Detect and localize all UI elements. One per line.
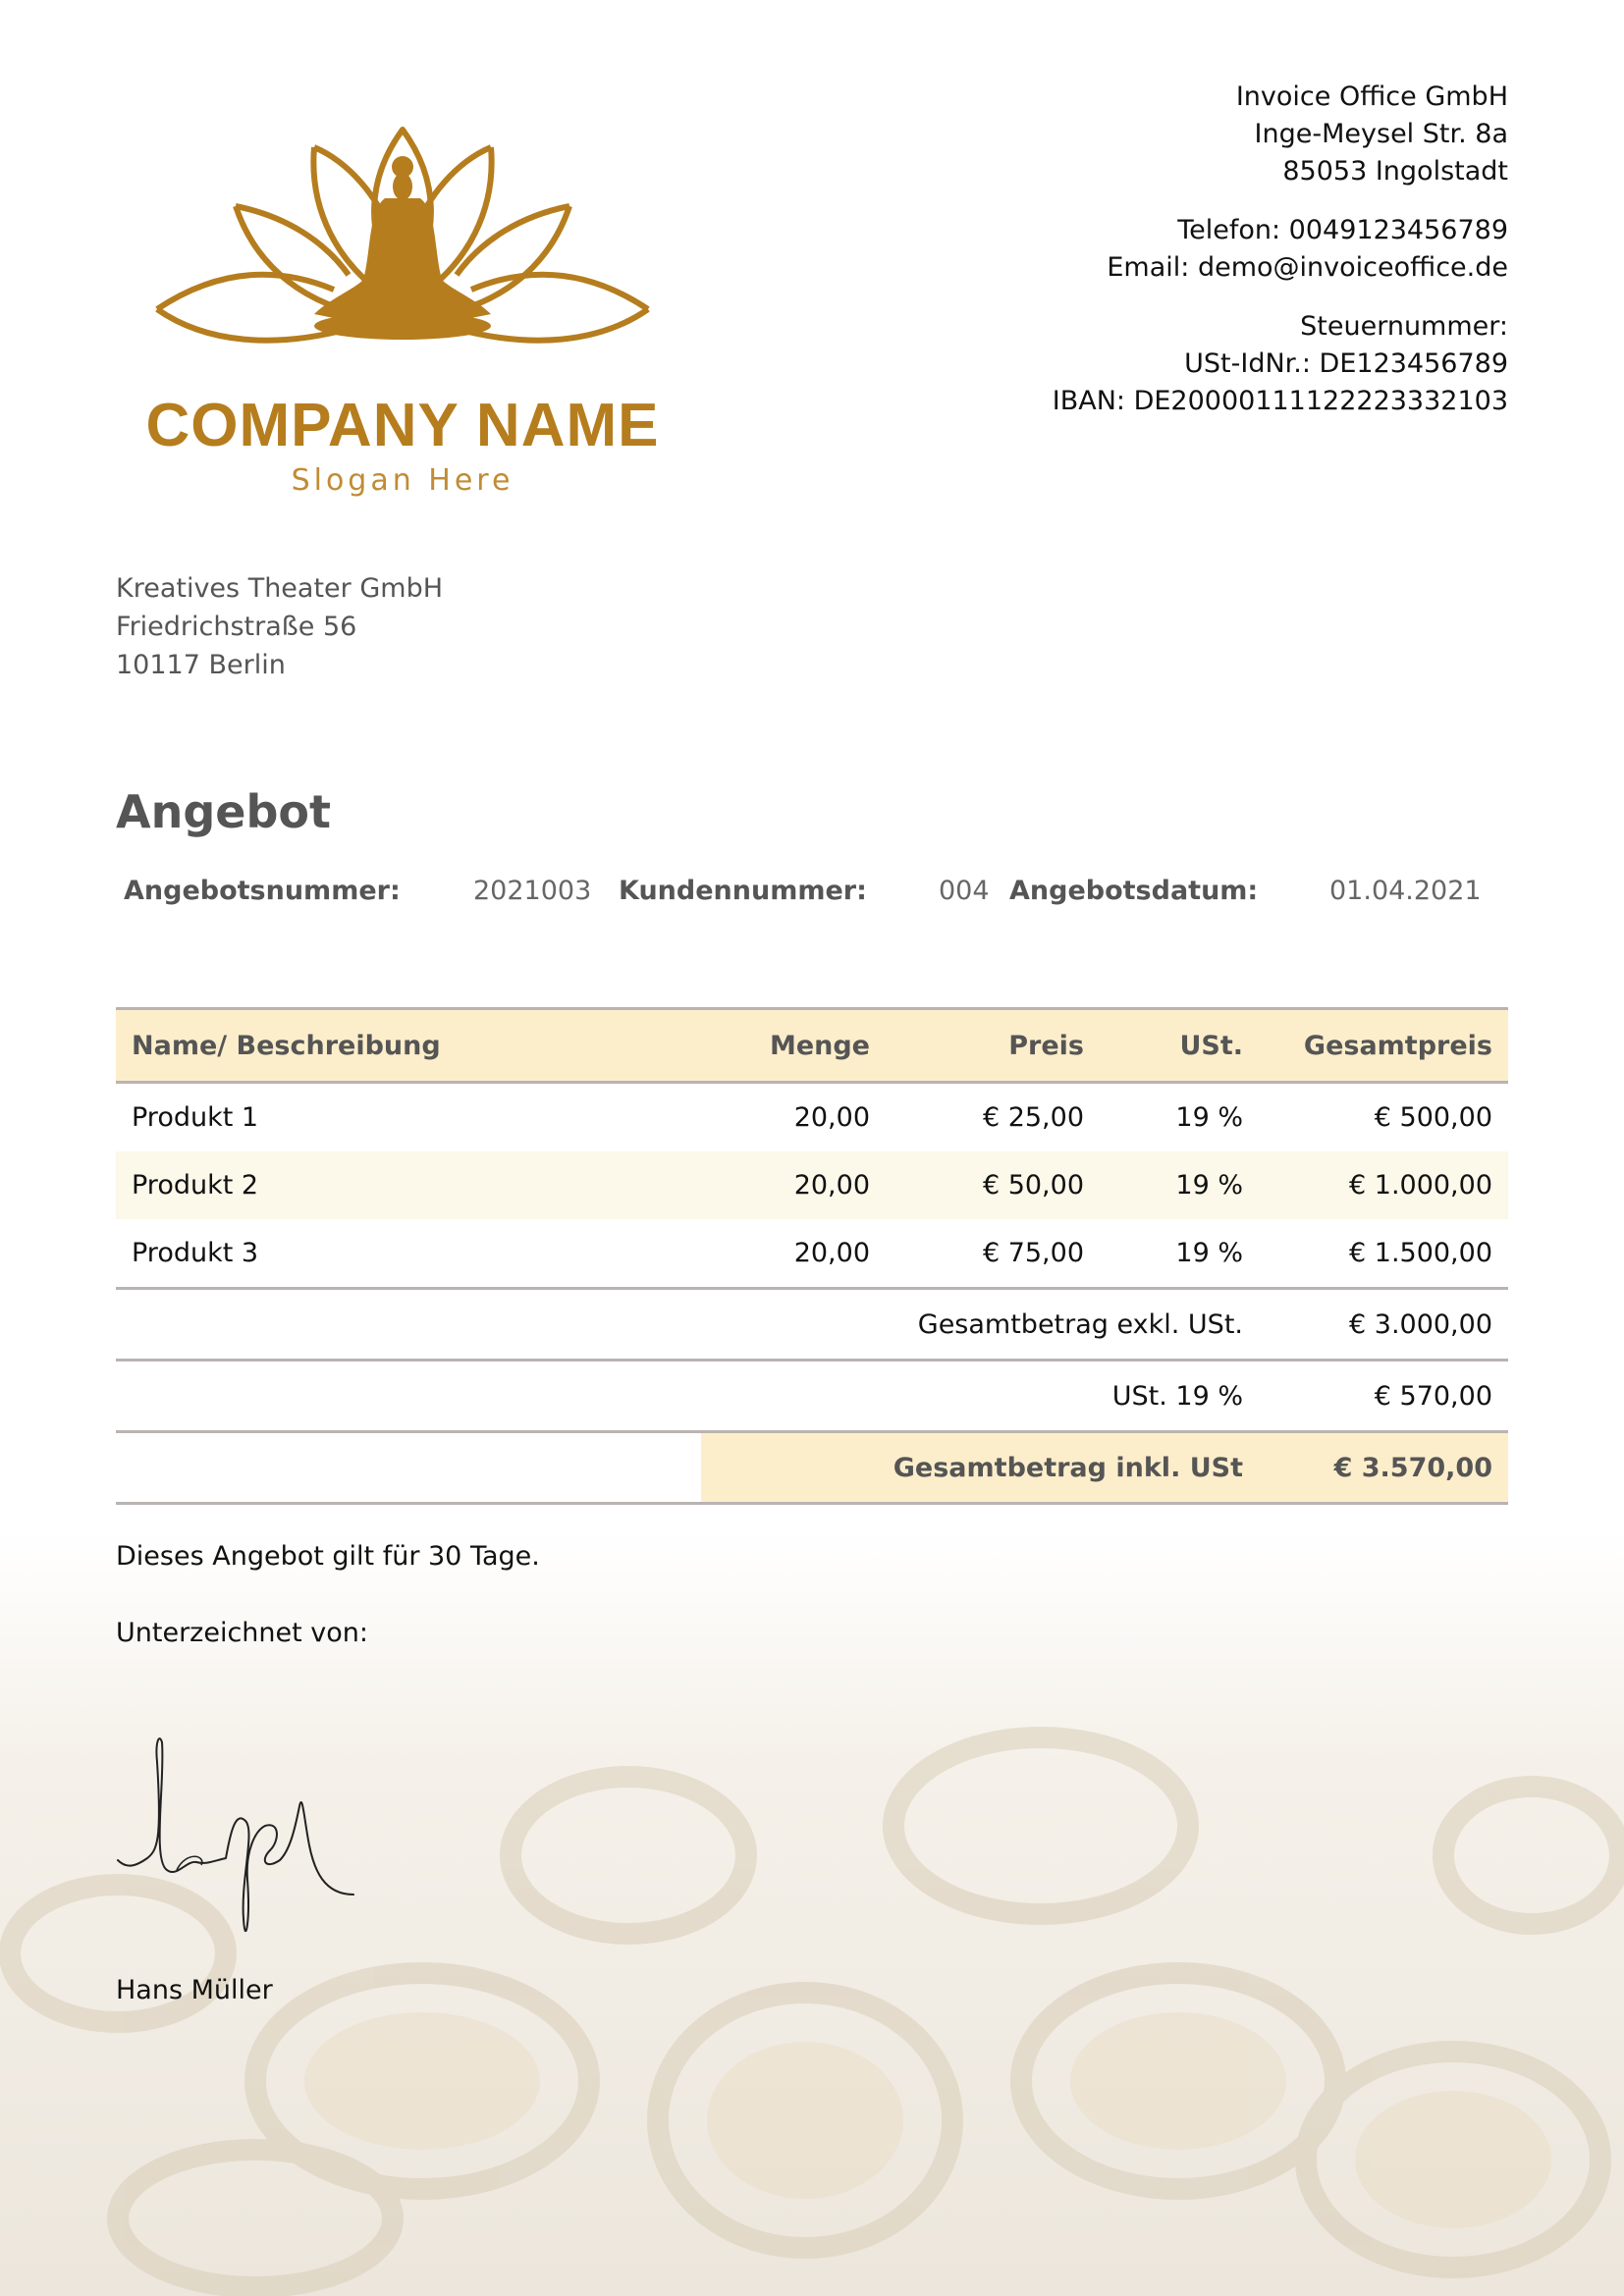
row-name: Produkt 3 <box>132 1238 259 1268</box>
row-total: € 1.500,00 <box>1349 1238 1492 1268</box>
header-price: Preis <box>886 1009 1100 1083</box>
grand-total-row <box>116 1432 1508 1504</box>
offer-number-value: 2021003 <box>473 876 592 906</box>
sender-email: Email: demo@invoiceoffice.de <box>1107 252 1508 283</box>
offer-number-label: Angebotsnummer: <box>124 876 401 906</box>
row-vat: 19 % <box>1175 1238 1243 1268</box>
signer-name: Hans Müller <box>116 1975 273 2005</box>
sender-city: 85053 Ingolstadt <box>1282 156 1508 187</box>
sender-tax-number: Steuernummer: <box>1300 311 1508 342</box>
tax-row <box>116 1361 1508 1432</box>
customer-number-value: 004 <box>939 876 990 906</box>
subtotal-label: Gesamtbetrag exkl. USt. <box>701 1289 1259 1361</box>
row-total: € 500,00 <box>1374 1102 1492 1133</box>
sender-phone: Telefon: 0049123456789 <box>1177 215 1508 245</box>
table-row <box>116 1151 1508 1219</box>
document-title: Angebot <box>116 785 331 838</box>
row-qty: 20,00 <box>793 1238 870 1268</box>
header-total: Gesamtpreis <box>1259 1009 1508 1083</box>
row-vat: 19 % <box>1175 1102 1243 1133</box>
subtotal-row <box>116 1289 1508 1361</box>
sender-iban: IBAN: DE20000111122223332103 <box>1052 386 1508 416</box>
row-qty: 20,00 <box>701 1151 886 1219</box>
row-total: € 1.000,00 <box>1259 1151 1508 1219</box>
offer-date-value: 01.04.2021 <box>1329 876 1482 906</box>
validity-note: Dieses Angebot gilt für 30 Tage. <box>116 1541 540 1572</box>
row-price: € 25,00 <box>982 1102 1084 1133</box>
company-slogan: Slogan Here <box>291 463 514 498</box>
header-name: Name/ Beschreibung <box>116 1009 701 1083</box>
header-qty: Menge <box>701 1009 886 1083</box>
company-logo <box>137 118 668 510</box>
tax-value: € 570,00 <box>1259 1361 1508 1432</box>
grand-total-value: € 3.570,00 <box>1259 1432 1508 1504</box>
row-name: Produkt 2 <box>116 1151 701 1219</box>
table-row <box>116 1219 1508 1289</box>
recipient-street: Friedrichstraße 56 <box>116 612 357 642</box>
sender-street: Inge-Meysel Str. 8a <box>1254 119 1508 149</box>
sender-company: Invoice Office GmbH <box>1235 81 1508 112</box>
customer-number-label: Kundennummer: <box>619 876 867 906</box>
signed-by-label: Unterzeichnet von: <box>116 1618 369 1648</box>
row-name: Produkt 1 <box>132 1102 259 1133</box>
recipient-company: Kreatives Theater GmbH <box>116 573 444 604</box>
recipient-city: 10117 Berlin <box>116 650 286 680</box>
table-row <box>116 1083 1508 1152</box>
recipient-address <box>116 569 443 684</box>
subtotal-value: € 3.000,00 <box>1259 1289 1508 1361</box>
grand-total-label: Gesamtbetrag inkl. USt <box>701 1432 1259 1504</box>
row-price: € 50,00 <box>886 1151 1100 1219</box>
sender-address <box>1053 79 1508 420</box>
tax-label: USt. 19 % <box>701 1361 1259 1432</box>
lotus-meditation-icon <box>137 118 668 353</box>
row-qty: 20,00 <box>793 1102 870 1133</box>
signature-image <box>108 1723 363 1968</box>
company-name: COMPANY NAME <box>145 392 660 459</box>
header-vat: USt. <box>1100 1009 1259 1083</box>
row-vat: 19 % <box>1100 1151 1259 1219</box>
items-table <box>116 1007 1508 1505</box>
table-header-row <box>116 1009 1508 1083</box>
offer-date-label: Angebotsdatum: <box>1009 876 1259 906</box>
row-price: € 75,00 <box>982 1238 1084 1268</box>
sender-vat-id: USt-IdNr.: DE123456789 <box>1184 348 1508 379</box>
